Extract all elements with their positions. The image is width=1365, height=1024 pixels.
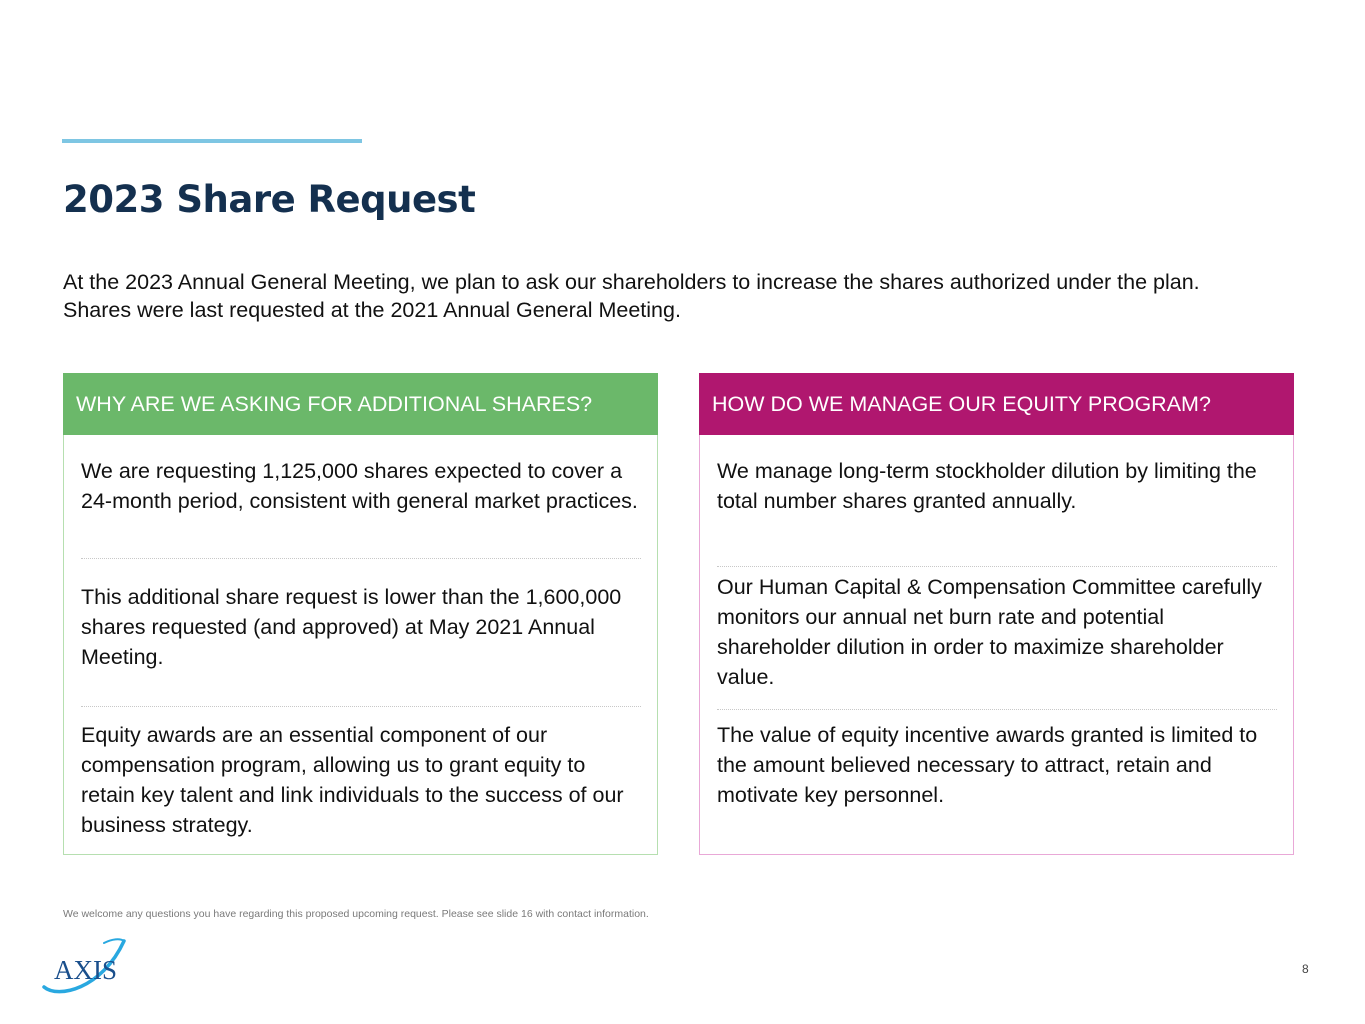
intro-text xyxy=(63,268,1323,324)
intro-line-2: Shares were last requested at the 2021 Annual General Meeting. xyxy=(63,298,681,322)
left-panel-item-1: We are requesting 1,125,000 shares expected to cover a 24-month period, consistent with general market practices. xyxy=(81,459,638,513)
axis-logo-text: AXIS xyxy=(54,955,118,985)
left-panel-divider-2 xyxy=(81,706,641,707)
right-panel-item-1: We manage long-term stockholder dilution by limiting the total number shares granted annually. xyxy=(717,459,1257,513)
equity-program-panel xyxy=(699,373,1294,855)
additional-shares-panel-header: WHY ARE WE ASKING FOR ADDITIONAL SHARES? xyxy=(63,373,658,435)
additional-shares-panel xyxy=(63,373,658,855)
left-panel-item-2: This additional share request is lower than the 1,600,000 shares requested (and approved) at May 2021 Annual Meeting. xyxy=(81,585,622,669)
right-panel-divider-1 xyxy=(717,566,1277,567)
page-title: 2023 Share Request xyxy=(63,178,476,221)
footnote: We welcome any questions you have regarding this proposed upcoming request. Please see slide 16 with contact information. xyxy=(63,908,649,920)
intro-line-1: At the 2023 Annual General Meeting, we plan to ask our shareholders to increase the shares authorized under the plan. xyxy=(63,270,1200,294)
axis-logo-icon xyxy=(40,935,130,995)
title-accent-line xyxy=(62,139,362,143)
right-panel-item-2: Our Human Capital & Compensation Committee carefully monitors our annual net burn rate and potential shareholder dilution in order to maximize shareholder value. xyxy=(717,575,1262,689)
equity-program-panel-header: HOW DO WE MANAGE OUR EQUITY PROGRAM? xyxy=(699,373,1294,435)
page-number: 8 xyxy=(1302,962,1309,976)
right-panel-item-3: The value of equity incentive awards granted is limited to the amount believed necessary to attract, retain and motivate key personnel. xyxy=(717,723,1258,807)
left-panel-divider-1 xyxy=(81,558,641,559)
right-panel-divider-2 xyxy=(717,709,1277,710)
left-panel-item-3: Equity awards are an essential component of our compensation program, allowing us to grant equity to retain key talent and link individuals to the success of our business strategy. xyxy=(81,723,624,837)
